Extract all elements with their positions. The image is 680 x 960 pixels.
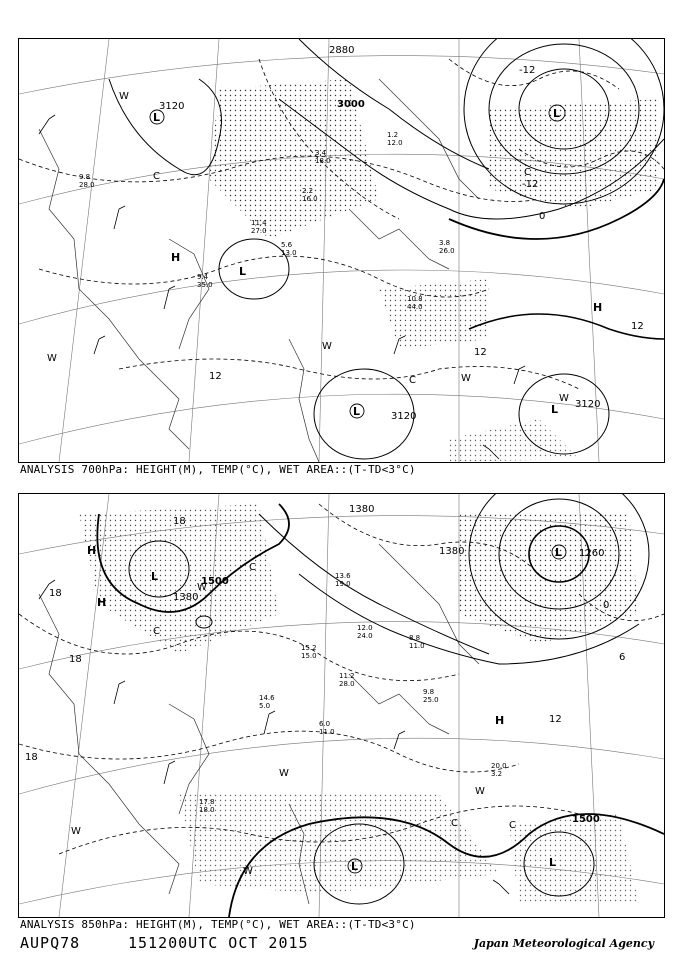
warm-mark: W <box>47 353 57 364</box>
cold-mark: C <box>451 818 458 829</box>
analysis-time: 151200UTC OCT 2015 <box>128 934 309 952</box>
station-value: 18.0 <box>315 157 331 165</box>
station-value: 9.8 <box>423 688 435 696</box>
station-value: 11.2 <box>339 672 355 680</box>
station-value: 15.2 <box>301 644 317 652</box>
low-center: L <box>553 107 561 120</box>
contour-label: 1380 <box>349 504 375 515</box>
contour-label: 3000 <box>337 99 365 110</box>
map-panel-850hpa <box>18 493 665 918</box>
map-panel-700hpa <box>18 38 665 463</box>
station-value: 11.0 <box>319 728 335 736</box>
low-center: L <box>353 405 361 418</box>
contour-label: -12 <box>522 179 539 190</box>
station-value: 10.8 <box>407 295 423 303</box>
low-center: L <box>239 265 247 278</box>
station-value: 11.4 <box>251 219 267 227</box>
high-center: H <box>495 714 505 727</box>
contour-label: 0 <box>603 600 610 611</box>
low-center: L <box>153 111 161 124</box>
station-value: 3.8 <box>439 239 451 247</box>
cold-mark: C <box>524 167 531 178</box>
station-value: 16.0 <box>302 195 318 203</box>
low-center: L <box>151 570 159 583</box>
station-value: 3.2 <box>491 770 503 778</box>
station-value: 19.0 <box>335 580 351 588</box>
high-center: H <box>593 301 603 314</box>
warm-mark: W <box>119 91 129 102</box>
cold-mark: C <box>249 562 256 573</box>
cold-mark: C <box>509 820 516 831</box>
station-value: 12.0 <box>357 624 373 632</box>
station-value: 12.0 <box>387 139 403 147</box>
station-value: 2.2 <box>302 187 314 195</box>
contour-label: 6 <box>619 652 626 663</box>
map-700hpa <box>19 39 664 462</box>
contour-label: -12 <box>519 65 536 76</box>
contour-label: 3120 <box>159 101 185 112</box>
station-value: 11.0 <box>409 642 425 650</box>
warm-mark: W <box>197 582 207 593</box>
contour-label: 2880 <box>329 45 355 56</box>
low-center: L <box>549 856 557 869</box>
warm-mark: W <box>475 786 485 797</box>
station-value: 13.6 <box>335 572 351 580</box>
station-value: 17.8 <box>199 798 215 806</box>
station-value: 1.2 <box>387 131 399 139</box>
station-value: 20.0 <box>491 762 507 770</box>
high-center: H <box>97 596 107 609</box>
contour-label: 18 <box>25 752 38 763</box>
station-value: 44.0 <box>407 303 423 311</box>
station-value: 26.0 <box>439 247 455 255</box>
station-value: 5.0 <box>259 702 271 710</box>
contour-label: 12 <box>631 321 644 332</box>
contour-label: 1500 <box>201 576 229 587</box>
station-value: 25.0 <box>423 696 439 704</box>
cold-mark: C <box>153 626 160 637</box>
contour-label: 3120 <box>575 399 601 410</box>
station-value: 24.0 <box>357 632 373 640</box>
station-value: 13.0 <box>281 249 297 257</box>
contour-label: 12 <box>209 371 222 382</box>
high-center: H <box>87 544 97 557</box>
station-value: 9.8 <box>79 173 91 181</box>
contour-label: 18 <box>173 516 186 527</box>
warm-mark: W <box>322 341 332 352</box>
height-contours <box>109 39 664 459</box>
contour-label: 3120 <box>391 411 417 422</box>
cold-mark: C <box>409 375 416 386</box>
low-center: L <box>555 546 563 559</box>
high-center: H <box>171 251 181 264</box>
low-center: L <box>351 860 359 873</box>
contour-label: 0 <box>539 211 546 222</box>
warm-mark: W <box>243 866 253 877</box>
contour-label: 12 <box>474 347 487 358</box>
station-value: 28.0 <box>79 181 95 189</box>
station-value: 6.0 <box>319 720 331 728</box>
station-value: 3.4 <box>315 149 327 157</box>
contour-label: 1260 <box>579 548 605 559</box>
panel-caption-700hpa: ANALYSIS 700hPa: HEIGHT(M), TEMP(°C), WET AREA::(T-TD<3°C) <box>20 463 416 476</box>
warm-mark: W <box>71 826 81 837</box>
station-value: 9.4 <box>197 273 209 281</box>
contour-label: 12 <box>549 714 562 725</box>
station-value: 15.0 <box>301 652 317 660</box>
warm-mark: W <box>461 373 471 384</box>
station-value: 5.6 <box>281 241 293 249</box>
wet-area-shading <box>79 504 639 904</box>
station-value: 14.6 <box>259 694 275 702</box>
station-value: 8.8 <box>409 634 421 642</box>
agency-name: Japan Meteorological Agency <box>473 937 654 950</box>
low-center: L <box>551 403 559 416</box>
station-value: 35.0 <box>197 281 213 289</box>
station-value: 27.0 <box>251 227 267 235</box>
contour-label: 1380 <box>173 592 199 603</box>
contour-label: 1500 <box>572 814 600 825</box>
chart-code: AUPQ78 <box>20 934 81 952</box>
panel-caption-850hpa: ANALYSIS 850hPa: HEIGHT(M), TEMP(°C), WET AREA::(T-TD<3°C) <box>20 918 416 931</box>
warm-mark: W <box>559 393 569 404</box>
station-value: 28.0 <box>339 680 355 688</box>
cold-mark: C <box>153 171 160 182</box>
contour-label: 18 <box>49 588 62 599</box>
warm-mark: W <box>279 768 289 779</box>
contour-label: 18 <box>69 654 82 665</box>
map-850hpa <box>19 494 664 917</box>
station-value: 18.0 <box>199 806 215 814</box>
contour-label: 1380 <box>439 546 465 557</box>
